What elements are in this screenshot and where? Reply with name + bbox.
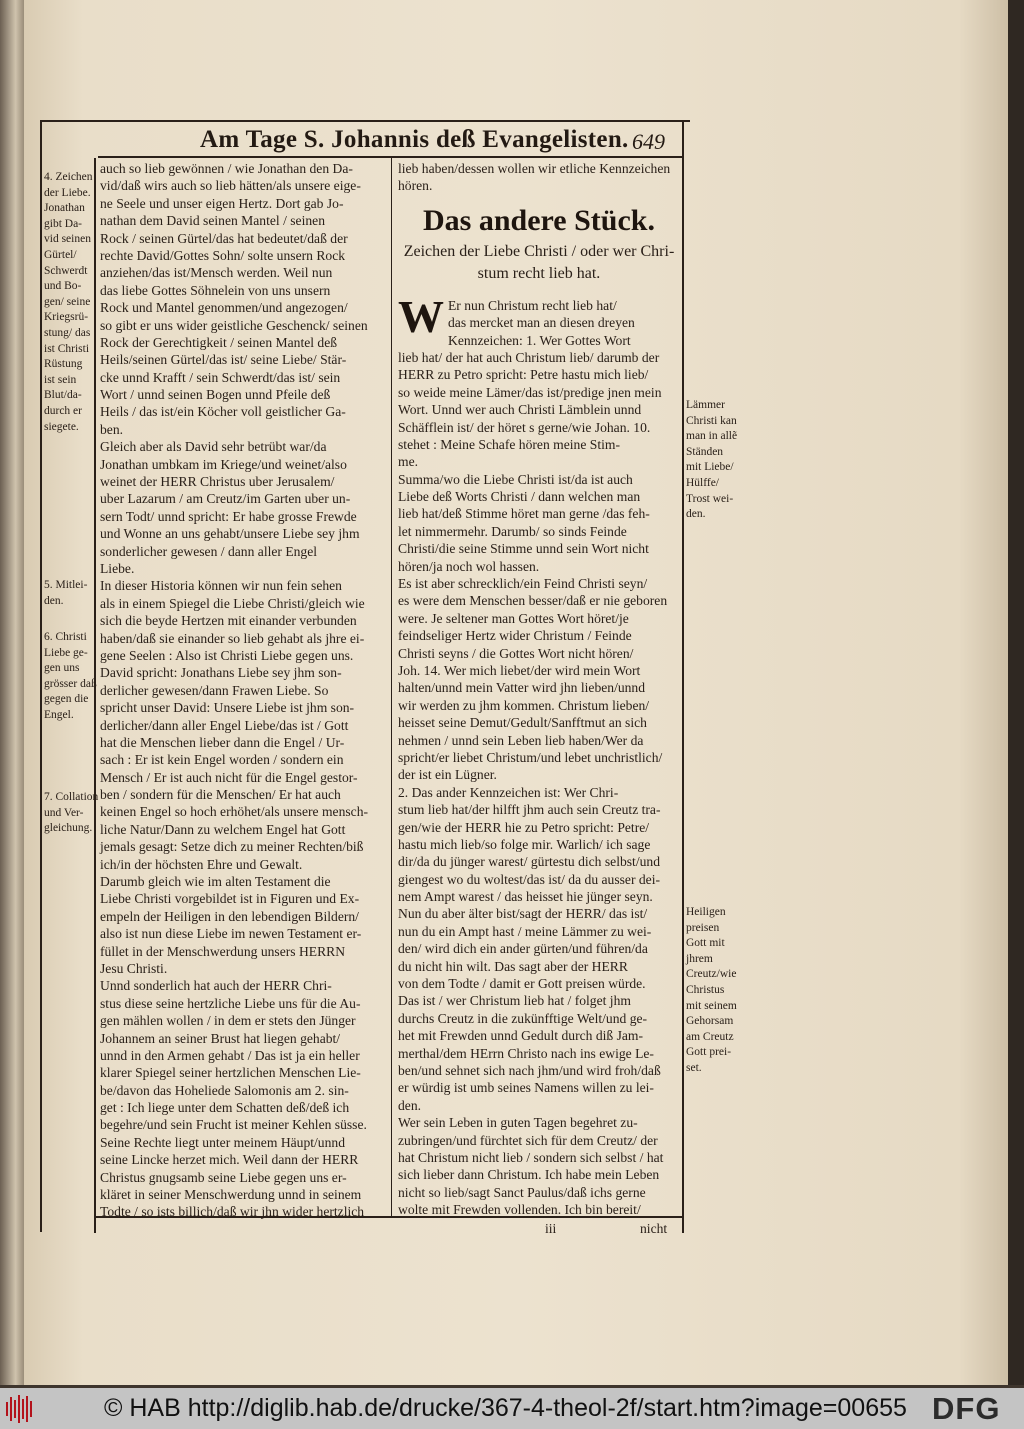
text-line: heisset seine Demut/Gedult/Sanfftmut an sich <box>398 715 647 731</box>
text-line: Wort. Unnd wer auch Christi Lämblein unnd <box>398 402 642 418</box>
text-line: durchs Creutz in die zukünfftige Welt/und ge- <box>398 1010 648 1026</box>
text-line: unnd in den Armen gehabt / Das ist ja ein heller <box>100 1047 360 1063</box>
text-line: Nun du aber älter bist/sagt der HERR/ das ist/ <box>398 906 648 922</box>
text-line: sich lieber dann Christum. Ich habe mein Leben <box>398 1167 660 1183</box>
text-line: als in einem Spiegel die Liebe Christi/gleich wie <box>100 595 365 611</box>
margin-note-line: preisen <box>686 921 720 934</box>
text-line: sern Todt/ unnd spricht: Er habe grosse Frewde <box>100 508 357 524</box>
margin-note-line: man in allẽ <box>686 430 738 443</box>
margin-note-line: und Ver- <box>44 806 84 819</box>
margin-note-line: Blut/da- <box>44 389 82 402</box>
text-line: In dieser Historia können wir nun fein sehen <box>100 578 342 594</box>
text-line: Christi/die seine Stimme unnd sein Wort nicht <box>398 541 649 557</box>
margin-note-line: Gehorsam <box>686 1015 734 1028</box>
margin-note-line: Gott prei- <box>686 1046 732 1059</box>
text-line: Heils/seinen Gürtel/das ist/ seine Liebe/ Stär- <box>100 352 347 368</box>
text-line: stum lieb hat/der hilfft jhm auch sein Creutz tra- <box>398 802 661 818</box>
margin-note-line: den. <box>686 508 706 521</box>
margin-note-line: durch er <box>44 404 82 417</box>
text-line: das liebe Gottes Söhnelein von uns unsern <box>100 282 331 298</box>
text-line: nicht so lieb/sagt Sanct Paulus/daß ichs gerne <box>398 1184 646 1200</box>
footer-bar <box>0 1388 1024 1429</box>
text-line: klarer Spiegel seiner hertzlichen Menschen Lie- <box>100 1065 361 1081</box>
text-line: nathan dem David seinen Mantel / seinen <box>100 213 325 229</box>
text-line: Rock der Gerechtigkeit / seinen Mantel deß <box>100 334 338 350</box>
text-line: Heils / das ist/ein Köcher voll geistlicher Ga- <box>100 404 346 420</box>
text-line: Johannem an seiner Brust hat liegen gehabt/ <box>100 1030 341 1046</box>
column-divider <box>391 158 392 1216</box>
text-line: Wer sein Leben in guten Tagen begehret zu- <box>398 1115 638 1131</box>
text-line: feindseliger Hertz wider Christum / Feinde <box>398 628 632 644</box>
text-line: hat die Menschen lieber dann die Engel / Ur- <box>100 734 345 750</box>
text-line: du nicht hin wilt. Das sagt aber der HERR <box>398 958 628 974</box>
text-line: nun du ein Ampt hast / meine Lämmer zu wei- <box>398 923 652 939</box>
text-line: spricht/er liebet Christum/und lebet unchristlich/ <box>398 749 663 765</box>
margin-note-line: gleichung. <box>44 822 93 835</box>
text-line: Schäfflein ist/ der höret s gerne/wie Johan. 10. <box>398 419 651 435</box>
text-line: David spricht: Jonathans Liebe sey jhm son- <box>100 665 342 681</box>
text-line: Christus gnugsamb seine Liebe gegen uns er- <box>100 1169 347 1185</box>
text-line: stehet : Meine Schafe hören meine Stim- <box>398 436 620 452</box>
text-line: Christi seyns / die Gottes Wort nicht hören/ <box>398 645 634 661</box>
margin-note-line: stung/ das <box>44 326 91 339</box>
text-line: get : Ich liege unter dem Schatten deß/deß ich <box>100 1100 350 1116</box>
text-line: begehre/und sein Frucht ist meiner Kehlen süsse. <box>100 1117 367 1133</box>
page-edge-shadow <box>1008 0 1024 1385</box>
margin-note-line: Christus <box>686 983 725 996</box>
margin-note-line: Gott mit <box>686 937 725 950</box>
margin-note-line: Liebe ge- <box>44 646 88 659</box>
margin-note-line: den. <box>44 594 64 607</box>
left-frame-rule <box>40 122 42 1232</box>
text-line: ich/in der höchsten Ehre und Gewalt. <box>100 856 303 872</box>
margin-note-line: gegen die <box>44 693 89 706</box>
margin-note-line: siegete. <box>44 420 79 433</box>
margin-note-line: Christi kan <box>686 414 737 427</box>
text-line: Seine Rechte liegt unter meinem Häupt/unnd <box>100 1134 345 1150</box>
catchword: nicht <box>640 1221 668 1236</box>
text-line: HERR zu Petro spricht: Petre hastu mich lieb/ <box>398 367 649 383</box>
text-line: Es ist aber schrecklich/ein Feind Christi seyn/ <box>398 576 648 592</box>
text-line: hat Christum nicht lieb / sondern sich selbst / hat <box>398 1149 664 1165</box>
text-line: lieb hat/ der hat auch Christum lieb/ darumb der <box>398 349 660 365</box>
text-line: Wort / unnd seinen Bogen unnd Pfeile deß <box>100 387 331 403</box>
text-line: Todte / so ists billich/daß wir jhn wider hertzlich <box>100 1204 365 1220</box>
text-line: haben/daß sie einander so lieb gehabt als jhre ei- <box>100 630 365 646</box>
margin-note-line: Schwerdt <box>44 264 88 277</box>
margin-note-line: am Creutz <box>686 1030 734 1043</box>
text-line: Unnd sonderlich hat auch der HERR Chri- <box>100 978 332 994</box>
text-line: das mercket man an diesen dreyen <box>448 315 635 331</box>
text-line: Jesu Christi. <box>100 960 168 976</box>
margin-note-line: 5. Mitlei- <box>44 579 88 591</box>
margin-note-line: Kriegsrü- <box>44 311 89 324</box>
margin-note <box>686 905 737 1077</box>
page-number: 649 <box>632 129 665 154</box>
text-line: be/davon das Hoheliede Salomonis am 2. sin- <box>100 1082 349 1098</box>
text-line: lieb haben/dessen wollen wir etliche Kennzeichen <box>398 161 671 176</box>
header-rule <box>98 156 682 158</box>
text-line: nem Ampt warest / das heisset hie jünger seyn. <box>398 889 653 905</box>
text-column-1 <box>100 160 388 1221</box>
text-line: empeln der Heiligen in den lebendigen Bildern/ <box>100 908 359 924</box>
text-line: den/ wird dich ein ander gürten/und führen/da <box>398 941 648 957</box>
text-line: merthal/dem HErrn Christo nach ins ewige Le- <box>398 1045 654 1061</box>
section-subheading: Zeichen der Liebe Christi / oder wer Chri- <box>403 242 675 260</box>
text-line: spricht unser David: Unsere Liebe ist jhm son- <box>100 700 355 716</box>
text-line: von dem Todte / damit er Gott preisen würde. <box>398 976 646 992</box>
text-line: Rock / seinen Gürtel/das hat bedeutet/daß der <box>100 230 348 246</box>
copyright-link[interactable]: © HAB http://diglib.hab.de/drucke/367-4-theol-2f/start.htm?image=00655 <box>104 1394 907 1422</box>
text-line: Kennzeichen: 1. Wer Gottes Wort <box>448 332 631 348</box>
margin-note <box>44 790 98 837</box>
text-line: keinen Engel so hoch erhöhet/als unsere mensch- <box>100 804 369 820</box>
text-line: rechte David/Gottes Sohn/ solte unsern Rock <box>100 247 346 263</box>
text-line: hören. <box>398 178 433 194</box>
text-line: vid/daß wirs auch so lieb hätten/als unsere eige- <box>100 178 361 194</box>
text-line: zubringen/und fürchtet sich für dem Creutz/ der <box>398 1132 658 1148</box>
text-line: sach : Er ist kein Engel worden / sondern ein <box>100 752 344 768</box>
margin-note-line: 4. Zeichen <box>44 171 93 183</box>
signature-mark: iii <box>545 1221 557 1236</box>
text-column-2 <box>398 160 680 1218</box>
margin-note-line: Hülffe/ <box>686 476 720 489</box>
text-line: gene Seelen : Also ist Christi Liebe gegen uns. <box>100 647 354 663</box>
text-line: Gleich aber als David sehr betrübt war/da <box>100 439 327 455</box>
facing-page-edge <box>0 0 26 1385</box>
text-line: er würdig ist umb seines Namens willen zu lei- <box>398 1080 654 1096</box>
margin-note-line: gen/ seine <box>44 295 91 308</box>
margin-note-line: Trost wei- <box>686 492 734 505</box>
margin-note-line: Lämmer <box>686 399 725 411</box>
text-line: jemals gesagt: Setze dich zu meiner Rechten/biß <box>100 839 364 855</box>
text-line: es were dem Menschen besser/daß er nie geboren <box>398 593 668 609</box>
text-line: ben / sondern für die Menschen/ Er hat auch <box>100 787 341 803</box>
section-subheading: stum recht lieb hat. <box>477 264 601 282</box>
margin-note-line: mit Liebe/ <box>686 461 734 474</box>
text-line: Joh. 14. Wer mich liebet/der wird mein Wort <box>398 662 641 678</box>
margin-note-line: Heiligen <box>686 906 726 918</box>
text-line: stus diese seine hertzliche Liebe uns für die Au- <box>100 995 361 1011</box>
text-line: sich die beyde Hertzen mit einander verbunden <box>100 613 357 629</box>
text-line: auch so lieb gewönnen / wie Jonathan den Da- <box>100 161 353 176</box>
text-line: liche Natur/Dann zu welchem Engel hat Gott <box>100 821 346 837</box>
margin-note <box>44 630 97 724</box>
text-line: Rock und Mantel genommen/und angezogen/ <box>100 300 348 316</box>
text-line: derlicher/dann aller Engel Liebe/das ist / Gott <box>100 717 349 733</box>
text-line: Das ist / wer Christum lieb hat / folget jhm <box>398 993 631 1009</box>
margin-note-line: der Liebe. <box>44 186 91 199</box>
running-title: Am Tage S. Johannis deß Evangelisten. <box>200 126 629 153</box>
text-line: nehmen / unnd sein Leben lieb haben/Wer da <box>398 732 644 748</box>
text-line: cke unnd Krafft / sein Schwerdt/das ist/ sein <box>100 369 341 385</box>
text-line: Liebe Christi vorgebildet ist in Figuren und Ex- <box>100 891 360 907</box>
text-line: kläret in seiner Menschwerdung unnd in seinem <box>100 1187 362 1203</box>
text-line: ben/und sehnet sich nach jhm/und wird froh/daß <box>398 1062 661 1078</box>
text-line: ben. <box>100 421 124 437</box>
text-line: weinet der HERR Christus uber Jerusalem/ <box>100 474 335 490</box>
margin-note-line: vid seinen <box>44 233 91 246</box>
text-line: gen mählen wollen / in dem er stets den Jünger <box>100 1013 356 1029</box>
dfg-logo: DFG <box>932 1391 1001 1426</box>
text-line: het mit Frewden unnd Gedult durch diß Jam- <box>398 1028 644 1044</box>
text-line: Liebe. <box>100 560 135 576</box>
top-rule <box>40 120 690 122</box>
margin-note <box>686 398 737 523</box>
text-line: seine Lincke herzet mich. Weil dann der HERR <box>100 1152 359 1168</box>
text-line: wir werden zu jhm kommen. Christum lieben/ <box>398 697 650 713</box>
margin-note-line: jhrem <box>686 952 713 965</box>
text-line: also ist nun diese Liebe im newen Testament er- <box>100 926 362 942</box>
text-line: sonderlicher gewesen / dann aller Engel <box>100 543 318 559</box>
text-line: me. <box>398 454 419 470</box>
margin-note-line: 7. Collation <box>44 791 99 803</box>
margin-note-line: gen uns <box>44 662 80 675</box>
text-line: wolte mit Frewden vollenden. Ich bin bereit/ <box>398 1202 641 1218</box>
text-line: hören/ja noch wol hassen. <box>398 558 540 574</box>
text-line: so gibt er uns wider geistliche Geschenck/ seinen <box>100 317 368 333</box>
text-line: giengest wo du woltest/das ist/ da du ausser dei- <box>398 871 661 887</box>
margin-note-line: set. <box>686 1061 702 1074</box>
margin-note-line: Rüstung <box>44 358 83 371</box>
margin-note-line: mit seinem <box>686 999 737 1012</box>
margin-note-line: ist Christi <box>44 342 90 355</box>
margin-note <box>44 170 93 435</box>
margin-note-line: Ständen <box>686 445 724 458</box>
text-line: Summa/wo die Liebe Christi ist/da ist auch <box>398 471 633 487</box>
margin-note-line: Engel. <box>44 708 74 721</box>
text-line: anziehen/das ist/Mensch werden. Weil nun <box>100 265 333 281</box>
text-line: so weide meine Lämer/das ist/predige jnen mein <box>398 384 662 400</box>
text-line: dir/da du jünger warest/ gürtestu dich selbst/und <box>398 854 661 870</box>
text-line: derlicher gewesen/dann Frawen Liebe. So <box>100 682 329 698</box>
margin-note-line: Jonathan <box>44 202 85 215</box>
text-line: den. <box>398 1097 422 1113</box>
hab-logo-icon <box>6 1395 32 1423</box>
text-line: füllet in der Menschwerdung unsers HERRN <box>100 943 346 959</box>
text-line: halten/unnd mein Vatter wird jhn lieben/unnd <box>398 680 646 696</box>
text-line: und Wonne an uns gehabt/unsere Liebe sey jhm <box>100 526 360 542</box>
margin-note-line: ist sein <box>44 373 77 386</box>
text-line: 2. Das ander Kennzeichen ist: Wer Chri- <box>398 784 619 800</box>
text-line: Mensch / Er ist auch nicht für die Engel gestor- <box>100 769 358 785</box>
margin-note-line: und Bo- <box>44 280 82 293</box>
text-line: Darumb gleich wie im alten Testament die <box>100 874 331 890</box>
text-line: ne Seele und unser eigen Hertz. Dort gab Jo- <box>100 195 344 211</box>
text-line: Liebe deß Worts Christi / dann welchen man <box>398 489 641 505</box>
drop-cap: W <box>398 290 444 342</box>
text-line: let nimmermehr. Darumb/ so sinds Feinde <box>398 523 627 539</box>
text-line: gen/wie der HERR hie zu Petro spricht: Petre/ <box>398 819 650 835</box>
text-line: hastu mich lieb/so folge mir. Warlich/ ich sage <box>398 836 651 852</box>
margin-note-line: grösser daß <box>44 677 97 690</box>
text-line: Jonathan umbkam im Kriege/und weinet/also <box>100 456 347 472</box>
margin-note-line: 6. Christi <box>44 631 87 643</box>
section-heading: Das andere Stück. <box>423 203 655 237</box>
margin-note-line: Gürtel/ <box>44 248 77 261</box>
text-line: were. Je seltener man Gottes Wort höret/je <box>398 610 629 626</box>
text-line: Er nun Christum recht lieb hat/ <box>448 297 617 313</box>
margin-note <box>44 578 87 609</box>
margin-note-line: Creutz/wie <box>686 968 737 981</box>
text-line: uber Lazarum / am Creutz/im Garten uber un- <box>100 491 351 507</box>
text-line: lieb hat/deß Stimme höret man gerne /das feh- <box>398 506 650 522</box>
text-line: der ist ein Lügner. <box>398 767 497 783</box>
column2-right-rule <box>682 120 684 1233</box>
margin-note-line: gibt Da- <box>44 217 83 230</box>
